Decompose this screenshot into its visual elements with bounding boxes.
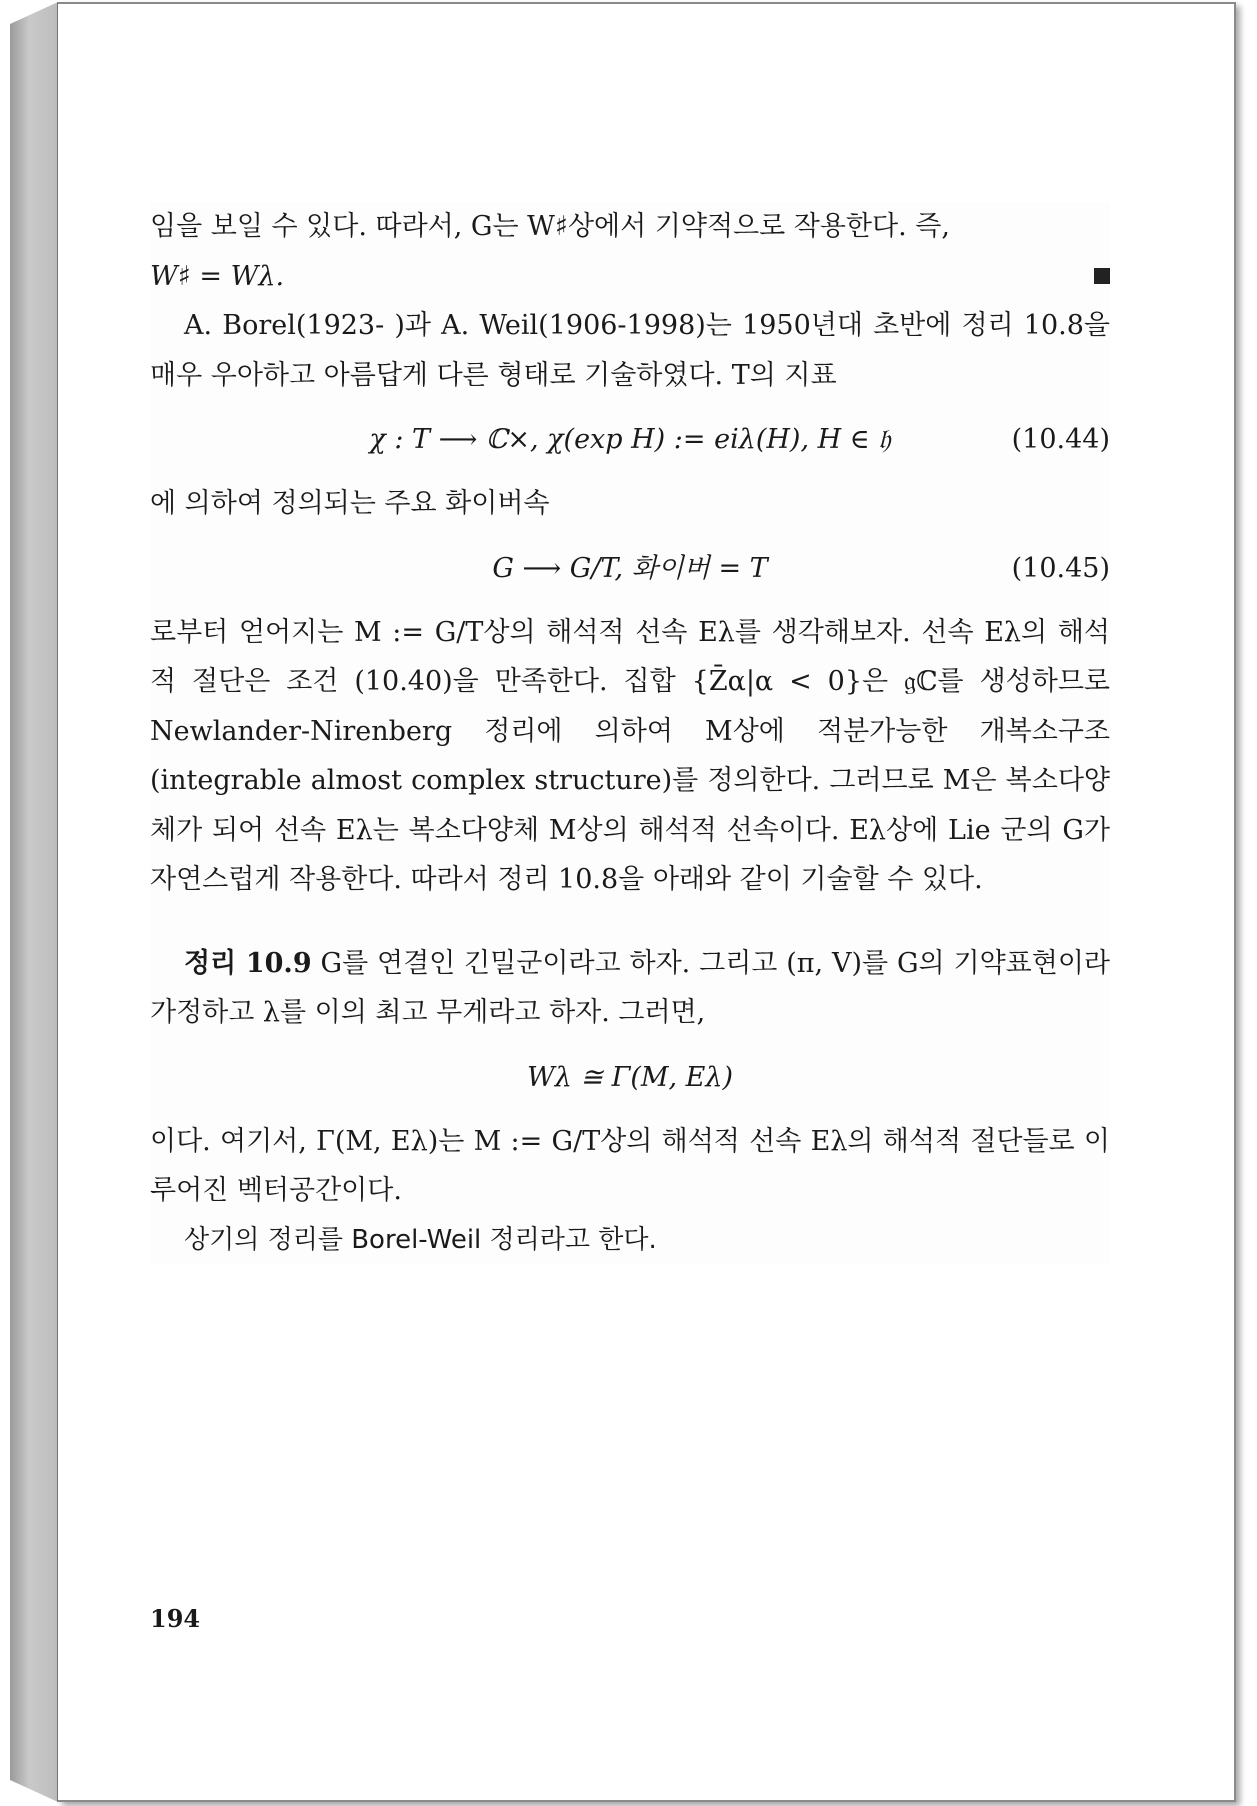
page-number: 194 bbox=[150, 1604, 201, 1633]
equation-10-44-number: (10.44) bbox=[1011, 424, 1110, 455]
paragraph-1-line-1: 임을 보일 수 있다. 따라서, G는 W♯상에서 기약적으로 작용한다. 즉, bbox=[150, 211, 950, 242]
paragraph-3: 에 의하여 정의되는 주요 화이버속 bbox=[150, 488, 550, 519]
equation-w-sharp: W♯ = Wλ. bbox=[150, 260, 285, 292]
paragraph-2: A. Borel(1923- )과 A. Weil(1906-1998)는 1950년대 초반에 정리 10.8을 매우 우아하고 아름답게 다른 형태로 기술하였다. T의 지표 bbox=[150, 310, 1110, 391]
paragraph-6: 상기의 정리를 Borel-Weil 정리라고 한다. bbox=[184, 1224, 657, 1255]
equation-10-45 bbox=[150, 529, 1110, 608]
paragraph-4: 로부터 얻어지는 M := G/T상의 해석적 선속 Eλ를 생각해보자. 선속 Eλ의 해석적 절단은 조건 (10.40)을 만족한다. 집합 {Z̄α|α < 0}은 𝔤ℂ를 생성하므로 Newlander-Nirenberg 정리에 의하여 M상에 적분가능한 개복소구조(integrable almost complex structure)를 정의한다. 그러므로 M은 복소다양체가 되어 선속 Eλ는 복소다양체 M상의 해석적 선속이다. Eλ상에 Lie 군의 G가 자연스럽게 작용한다. 따라서 정리 10.8을 아래와 같이 기술할 수 있다. bbox=[150, 616, 1110, 895]
theorem-text: G를 연결인 긴밀군이라고 하자. 그리고 (π, V)를 G의 기약표현이라 가정하고 λ를 이의 최고 무게라고 하자. 그러면, bbox=[150, 947, 1110, 1028]
equation-10-45-body: G ⟶ G/T, 화이버 = T bbox=[492, 552, 768, 584]
page-content bbox=[150, 202, 1110, 1265]
equation-10-44-body: χ : T ⟶ ℂ×, χ(exp H) := eiλ(H), H ∈ 𝔥 bbox=[369, 424, 891, 455]
equation-10-44 bbox=[150, 400, 1110, 479]
book-edge bbox=[10, 2, 58, 1802]
theorem-10-9 bbox=[150, 939, 1110, 1117]
paragraph-5: 이다. 여기서, Γ(M, Eλ)는 M := G/T상의 해석적 선속 Eλ의 해석적 절단들로 이루어진 벡터공간이다. bbox=[150, 1125, 1110, 1206]
qed-square-icon bbox=[1094, 268, 1110, 284]
theorem-statement bbox=[150, 939, 1110, 1038]
equation-borel-weil-body: Wλ ≅ Γ(M, Eλ) bbox=[526, 1061, 734, 1093]
theorem-label: 정리 10.9 bbox=[184, 947, 312, 979]
equation-10-45-number: (10.45) bbox=[1011, 552, 1110, 584]
paragraph-1-line-2 bbox=[150, 252, 1110, 302]
equation-borel-weil bbox=[150, 1038, 1110, 1117]
